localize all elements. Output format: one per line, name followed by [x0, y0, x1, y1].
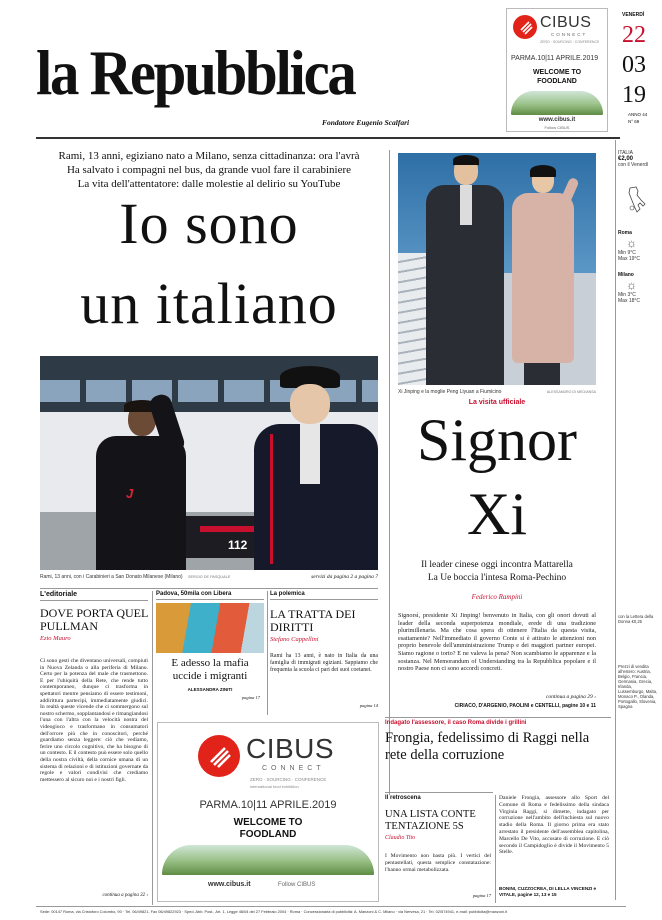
peng-figure: [504, 167, 584, 385]
masthead-rule: [36, 137, 620, 139]
padova-divider: [267, 591, 268, 715]
raggi-text: Daniele Frongia, assessore allo Sport del Comune di Roma e fedelissimo della sindaca Virginia Raggi, si dimette, indagato per corruzione nell'ambito dell'inchiesta sul nuovo stadio della Roma. Il giorno prima era stato arrestato il presidente dell'assemblea capitolina, Marcello De Vito, accusato di corruzione. E ciò secondo il Campidoglio è divide il Movimento 5 Stelle.: [499, 795, 609, 856]
editorial-headline[interactable]: DOVE PORTA QUEL PULLMAN: [40, 606, 148, 633]
weather2-city: Milano: [618, 272, 634, 278]
date-month: 03: [622, 52, 646, 78]
sidebar: [618, 150, 658, 709]
weather2-max: Max 18°C: [618, 298, 641, 304]
padova-author: ALESSANDRA ZINITI: [187, 687, 233, 692]
editorial-continue[interactable]: continua a pagina 32 ›: [102, 893, 148, 898]
xi-text: Signorsì, presidente Xi Jinping! benvenuto in Italia, con gli onori dovuti al leader della seconda superpotenza mondiale, erede di una tradizione plurimillenaria. Ma che cosa spera di ottenere l'Italia da questa visita, esattamente? Nell'immediato il governo Conte si è attirato le attenzioni non proprio benevole dell'amministrazione Trump e dei maggiori partner europei. Siamo ragione o torto? E ne valeva la pena? Non scambiamo le apparenze e la sostanza. Nel Memorandum of Understanding tra la Repubblica popolare e il nostro Paese non ci sono accordi concreti.: [398, 612, 596, 673]
sidebar-note2: Prezzi di vendita all'estero: Austria, Belgio, Francia, Germania, Grecia, Irlanda, Lussemburgo, Malta, Monaco P., Olanda, Portogallo, Slovenia, Spagna: [618, 664, 658, 709]
raggi-rule: [385, 717, 611, 718]
retroscena-continue[interactable]: pagina 17: [472, 893, 491, 898]
xi-headline-1: Signor: [416, 407, 578, 473]
padova: [156, 591, 264, 717]
xi-caption: Xi Jinping e la moglie Peng Liyuan a Fiumicino: [398, 389, 502, 395]
cibus-logo-icon: [198, 735, 240, 777]
xi-deck-1: Il leader cinese oggi incontra Mattarella: [421, 560, 573, 570]
polemica-headline[interactable]: LA TRATTA DEI DIRITTI: [270, 607, 356, 634]
lead-caption-text: Rami, 13 anni, con i Carabinieri a San Donato Milanese (Milano): [40, 574, 183, 580]
editorial-divider: [152, 591, 153, 905]
bottom-ad-follow: Follow CIBUS: [278, 882, 316, 888]
italy-map-icon: [626, 186, 648, 214]
sun-icon: ☼: [626, 236, 637, 250]
polemica-text: Rami ha 13 anni, è nato in Italia da una famiglia di immigrati egiziani. Sappiamo che frequenta la scuola ci pari dei suoi coetanei.: [270, 653, 378, 673]
weather2-min: Min 3°C: [618, 292, 636, 298]
retroscena-kicker: Il retroscena: [385, 795, 421, 801]
row2-rule: [40, 588, 378, 589]
bottom-ad-tagline2: international food exhibition: [250, 784, 299, 789]
raggi-kicker: Indagato l'assessore, il caso Roma divide i grillini: [385, 720, 527, 726]
price: €2,00: [618, 156, 634, 162]
xi-credit: ALESSANDRO DI MEO/ANSA: [546, 390, 596, 394]
raggi-others[interactable]: BONINI, CUZZOCREA, DI LELLA VINCENZI e VITALE, pagine 12, 13 e 15: [499, 886, 597, 897]
top-ad-url: www.cibus.it: [538, 117, 576, 123]
editorial-author: Ezio Mauro: [40, 635, 71, 642]
date-day: 22: [622, 22, 646, 48]
lead-service-link[interactable]: servizi da pagina 2 a pagina 7: [311, 574, 378, 580]
carabiniere-figure: [250, 362, 378, 570]
lead-photo[interactable]: [40, 356, 378, 570]
lead-deck-1: Rami, 13 anni, egiziano nato a Milano, senza cittadinanza: ora l'avrà: [58, 150, 360, 162]
polemica: [270, 591, 378, 717]
bottom-ad-url: www.cibus.it: [208, 881, 251, 888]
polemica-kicker: La polemica: [270, 591, 378, 600]
padova-page[interactable]: pagina 17: [241, 695, 260, 700]
bottom-ad-landscape: [162, 845, 374, 875]
padova-headline[interactable]: E adesso la mafia uccide i migranti: [171, 657, 249, 682]
masthead-title: la Repubblica: [36, 37, 355, 108]
xi-byline: Federico Rampini: [471, 593, 523, 601]
car-plate: 112: [228, 538, 248, 552]
price-note: con il Venerdì: [618, 162, 649, 168]
bottom-ad-welcome2: FOODLAND: [239, 829, 297, 840]
cibus-logo-icon: [513, 15, 537, 39]
xi-headline-2: Xi: [467, 481, 527, 547]
retroscena-headline[interactable]: UNA LISTA CONTE TENTAZIONE 5S: [385, 809, 476, 832]
top-ad-welcome2: FOODLAND: [537, 78, 577, 85]
lead-deck-2: Ha salvato i compagni nel bus, da grande vuol fare il carabiniere: [66, 164, 352, 176]
bottom-ad-dates: PARMA.10|11 APRILE.2019: [199, 799, 337, 811]
weather1-min: Min 9°C: [618, 250, 636, 256]
sun-icon: ☼: [626, 278, 637, 292]
retroscena-text: I Movimento non basta più. I vertici del pentastellati, questa semplice constatazione: l'hanno ormai metabolizzata.: [385, 853, 491, 873]
top-ad-brand: CIBUS: [540, 14, 592, 31]
padova-photo[interactable]: [156, 603, 264, 653]
lead-photo-credit: SERGIO DE PASQUALE: [187, 575, 231, 579]
top-ad-tagline: ZERO · SOURCING · CONFERENCE: [540, 40, 600, 44]
xi-photo[interactable]: [398, 153, 596, 385]
retro-divider: [495, 795, 496, 903]
footer-text: Sede: 00147 Roma, via Cristoforo Colombo, 90 · Tel. 06/49821, Fax 06/49822923 · Sped. Abb. Post., Art. 1, Legge 46/04 del 27 Febbraio 2004 · Roma · Concessionaria di pubblicità: A. Manzoni & C. Milano · via Nervesa, 21 · Tel. 02/574941, e-mail: pubblicita@manzoni.it: [40, 909, 508, 914]
retro-rule: [385, 792, 493, 793]
lead-headline-1: Io sono: [119, 191, 299, 256]
weather1-max: Max 19°C: [618, 256, 641, 262]
xi-kicker: La visita ufficiale: [468, 399, 526, 406]
sidebar-divider: [615, 140, 616, 900]
xi-others[interactable]: CIRIACO, D'ARGENIO, PAOLINI e CENTELLI, pagine 10 e 11: [454, 703, 596, 709]
xi-continue[interactable]: continua a pagina 29 ›: [545, 694, 596, 700]
xi-deck-2: La Ue boccia l'intesa Roma-Pechino: [427, 573, 567, 583]
bottom-ad-tagline: ZERO · SOURCING · CONFERENCE: [250, 777, 327, 782]
weather1-city: Roma: [618, 230, 632, 236]
bottom-ad[interactable]: [157, 722, 379, 902]
boy-figure: J: [80, 402, 190, 570]
footer-rule: [36, 906, 626, 907]
polemica-continue[interactable]: pagina 14: [359, 703, 378, 708]
bottom-ad-sub: CONNECT: [262, 765, 325, 772]
lead-headline-2: un italiano: [80, 271, 338, 336]
issue-number: N° 69: [628, 119, 640, 124]
top-ad-sub: CONNECT: [551, 32, 588, 37]
top-ad-dates: PARMA.10|11 APRILE.2019: [511, 55, 599, 62]
masthead: [0, 0, 662, 140]
top-ad-welcome1: WELCOME TO: [532, 69, 582, 76]
masthead-founder: Fondatore Eugenio Scalfari: [322, 118, 410, 127]
retroscena: [385, 795, 491, 903]
editorial-text: Ci sono gesti che diventano universali, compiuti in Nuova Zelanda o alla periferia di Milano. Certo per la potenza del male che trasmettono. E per l'ubiquità della Rete, che rende tutto contemporaneo, dunque ci trasforma in spettatori mentre pensiamo di essere testimoni, addirittura partecipi, immediatamente giudici. In realtà queste vicende che ci sommergono sul nostro schermo, sopplantandosi e rimangiandosi l'una con l'altra con la velocità nostra del videogioco e trasformano in consumatori dell'orrore più che in conoscitori, perché guardiamo senza leggere: ciò che vediamo, ferire uno circolo cognitivo, che ha bisogno di un contesto. E il contesto può essere solo quello della nostra civiltà, della cornice umana di un sistema di relazioni e di istituzioni governate da regole e valori condivisi che crediamo mettessero al sicuro noi e i nostri figli.: [40, 658, 148, 783]
year-issue: ANNO 44: [628, 112, 648, 117]
editorial-kicker: L'editoriale: [40, 591, 148, 601]
date-day-label: VENERDÌ: [622, 12, 645, 18]
lead-caption: [40, 574, 280, 580]
top-ad-follow: Follow CIBUS: [544, 125, 570, 130]
retroscena-author: Claudio Tito: [385, 835, 416, 841]
bottom-ad-welcome1: WELCOME TO: [233, 817, 303, 828]
editorial: [40, 591, 148, 903]
top-ad-landscape: [511, 91, 603, 115]
padova-kicker: Padova, 50mila con Libera: [156, 591, 264, 600]
raggi-headline[interactable]: Frongia, fedelissimo di Raggi nella rete della corruzione: [385, 730, 590, 763]
price-label: ITALIA: [618, 150, 633, 156]
lead-deck-3: La vita dell'attentatore: dalle molestie al delirio su YouTube: [77, 178, 341, 190]
date-year: 19: [622, 82, 646, 108]
xi-divider: [389, 150, 390, 795]
polemica-author: Stefano Cappellini: [270, 636, 319, 643]
bottom-ad-brand: CIBUS: [246, 733, 335, 764]
top-ad[interactable]: [506, 8, 608, 132]
xi-figure: [420, 157, 510, 385]
sidebar-note1: con la Lettera della Donna €0,25: [618, 614, 654, 624]
